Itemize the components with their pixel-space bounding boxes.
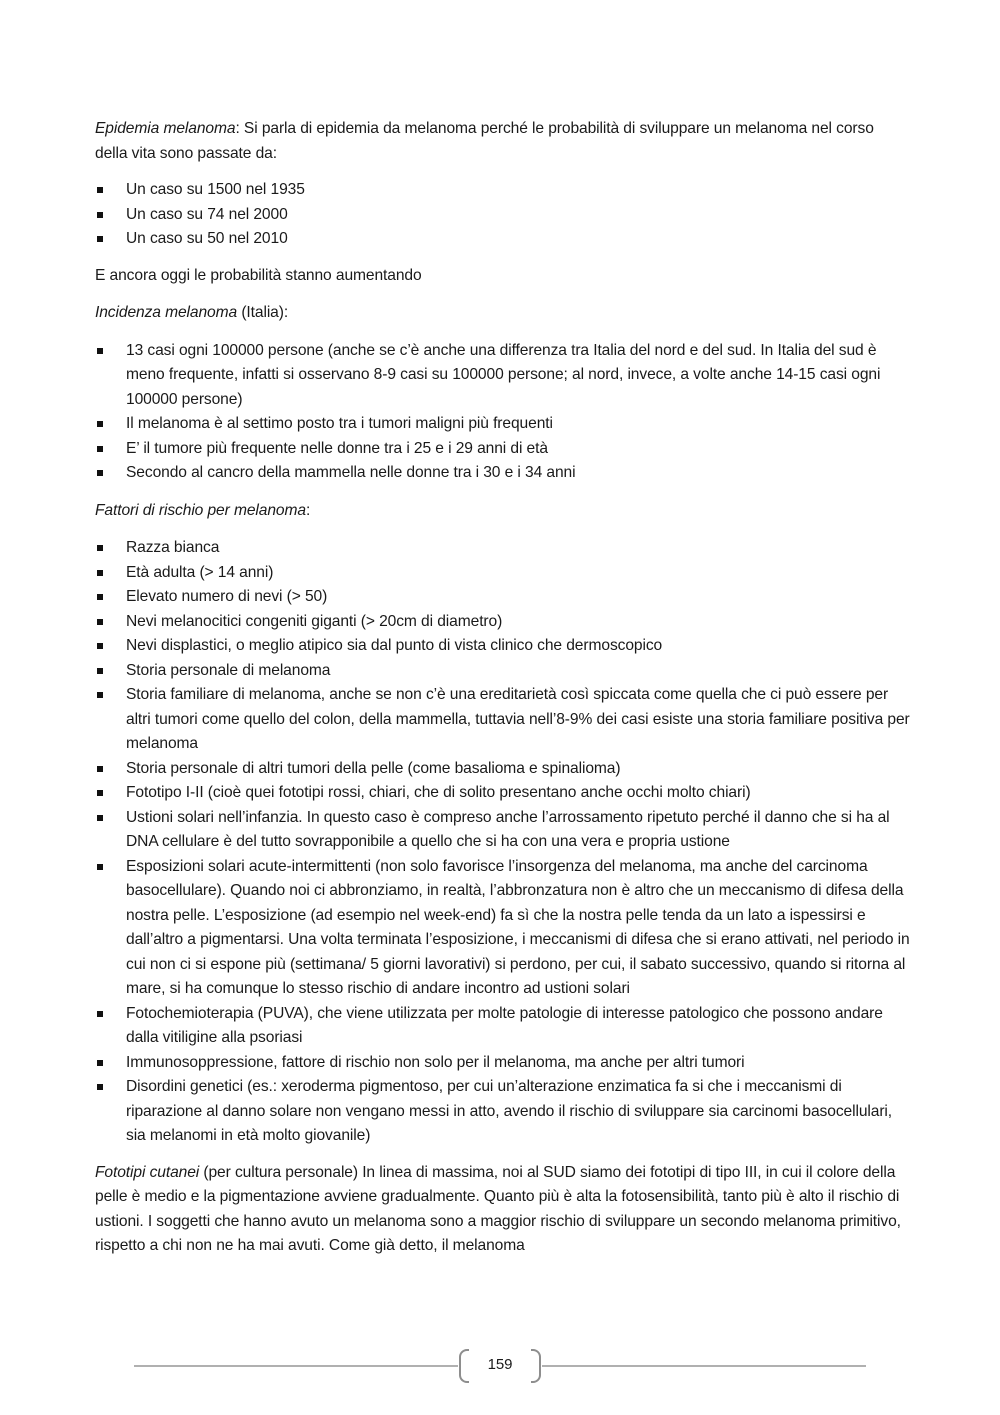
list-item: Razza bianca — [95, 536, 910, 561]
list-item: Un caso su 74 nel 2000 — [95, 203, 910, 228]
heading-epidemia: Epidemia melanoma — [95, 120, 236, 137]
list-item: E’ il tumore più frequente nelle donne tra i 25 e i 29 anni di età — [95, 437, 910, 462]
paragraph-ancora: E ancora oggi le probabilità stanno aumentando — [95, 266, 422, 284]
paragraph-fattori — [95, 499, 910, 524]
list-item: 13 casi ogni 100000 persone (anche se c’è anche una differenza tra Italia del nord e del sud. In Italia del sud è meno frequente, infatti si osservano 8-9 casi su 100000 persone; al nord, invece, a volte anche 14-15 casi ogni 100000 persone) — [95, 339, 910, 413]
footer-rule-left — [134, 1365, 458, 1367]
paragraph-epidemia — [95, 117, 910, 166]
list-item: Disordini genetici (es.: xeroderma pigmentoso, per cui un’alterazione enzimatica fa si che i meccanismi di riparazione al danno solare non vengano messi in atto, avendo il rischio di sviluppare sia carcinomi basocellulari, sia melanomi in età molto giovanile) — [95, 1075, 910, 1149]
list-item: Età adulta (> 14 anni) — [95, 561, 910, 586]
left-brace-icon — [459, 1349, 469, 1383]
list-item: Un caso su 1500 nel 1935 — [95, 178, 910, 203]
list-item: Esposizioni solari acute-intermittenti (non solo favorisce l’insorgenza del melanoma, ma anche del carcinoma basocellulare). Quando noi ci abbronziamo, in realtà, l’abbronzatura non è altro che un meccanismo di difesa della nostra pelle. L’esposizione (ad esempio nel week-end) fa sì che la nostra pelle tenda da un lato a ispessirsi e dall’altro a pigmentarsi. Una volta terminata l’esposizione, i meccanismi di difesa che si erano attivati, nel periodo in cui non ci si espone più (settimana/ 5 giorni lavorativi) si perdono, per cui, il sabato successivo, quando si ritorna al mare, si ha comunque lo stesso rischio di andare incontro ad ustioni solari — [95, 855, 910, 1002]
heading-fattori: Fattori di rischio per melanoma — [95, 501, 306, 519]
list-item: Storia familiare di melanoma, anche se non c’è una ereditarietà così spiccata come quella che ci può essere per altri tumori come quello del colon, della mammella, tuttavia nell’8-9% dei casi esiste una storia familiare positiva per melanoma — [95, 683, 910, 757]
footer-rule-right — [542, 1365, 866, 1367]
text-incidenza: (Italia): — [237, 304, 289, 321]
list-epidemia — [95, 178, 910, 252]
list-item: Fototipo I-II (cioè quei fototipi rossi, chiari, che di solito presentano anche occhi molto chiari) — [95, 781, 910, 806]
list-item: Il melanoma è al settimo posto tra i tumori maligni più frequenti — [95, 412, 910, 437]
page-footer — [0, 1345, 1000, 1391]
right-brace-icon — [531, 1349, 541, 1383]
list-item: Elevato numero di nevi (> 50) — [95, 585, 910, 610]
text-epidemia: : Si parla di epidemia da melanoma perché le probabilità di sviluppare un melanoma nel corso della vita sono passate da: — [95, 120, 874, 162]
text-fattori: : — [305, 501, 311, 519]
list-item: Storia personale di melanoma — [95, 659, 910, 684]
heading-incidenza: Incidenza melanoma — [95, 304, 238, 321]
page-content — [95, 117, 910, 1259]
list-item: Storia personale di altri tumori della pelle (come basalioma e spinalioma) — [95, 757, 910, 782]
list-item: Ustioni solari nell’infanzia. In questo caso è compreso anche l’arrossamento ripetuto perché il danno che si ha al DNA cellulare è del tutto sovrapponibile a quello che si ha con una vera e propria ustione — [95, 806, 910, 855]
page-number: 159 — [487, 1356, 513, 1373]
heading-fototipi: Fototipi cutanei — [95, 1163, 200, 1181]
list-item: Un caso su 50 nel 2010 — [95, 227, 910, 252]
list-item: Nevi melanocitici congeniti giganti (> 20cm di diametro) — [95, 610, 910, 635]
paragraph-fototipi — [95, 1161, 910, 1259]
list-item: Secondo al cancro della mammella nelle donne tra i 30 e i 34 anni — [95, 461, 910, 486]
paragraph-incidenza — [95, 301, 910, 326]
text-fototipi: (per cultura personale) In linea di massima, noi al SUD siamo dei fototipi di tipo III, in cui il colore della pelle è medio e la pigmentazione avviene gradualmente. Quanto più è alta la fotosensibilità, tanto più è alto il rischio di ustioni. I soggetti che hanno avuto un melanoma sono a maggior rischio di sviluppare un secondo melanoma primitivo, rispetto a chi non ne ha mai avuti. Come già detto, il melanoma — [95, 1163, 901, 1254]
list-item: Immunosoppressione, fattore di rischio non solo per il melanoma, ma anche per altri tumori — [95, 1051, 910, 1076]
list-item: Nevi displastici, o meglio atipico sia dal punto di vista clinico che dermoscopico — [95, 634, 910, 659]
list-item: Fotochemioterapia (PUVA), che viene utilizzata per molte patologie di interesse patologico che possono andare dalla vitiligine alla psoriasi — [95, 1002, 910, 1051]
list-fattori — [95, 536, 910, 1149]
list-incidenza — [95, 339, 910, 486]
